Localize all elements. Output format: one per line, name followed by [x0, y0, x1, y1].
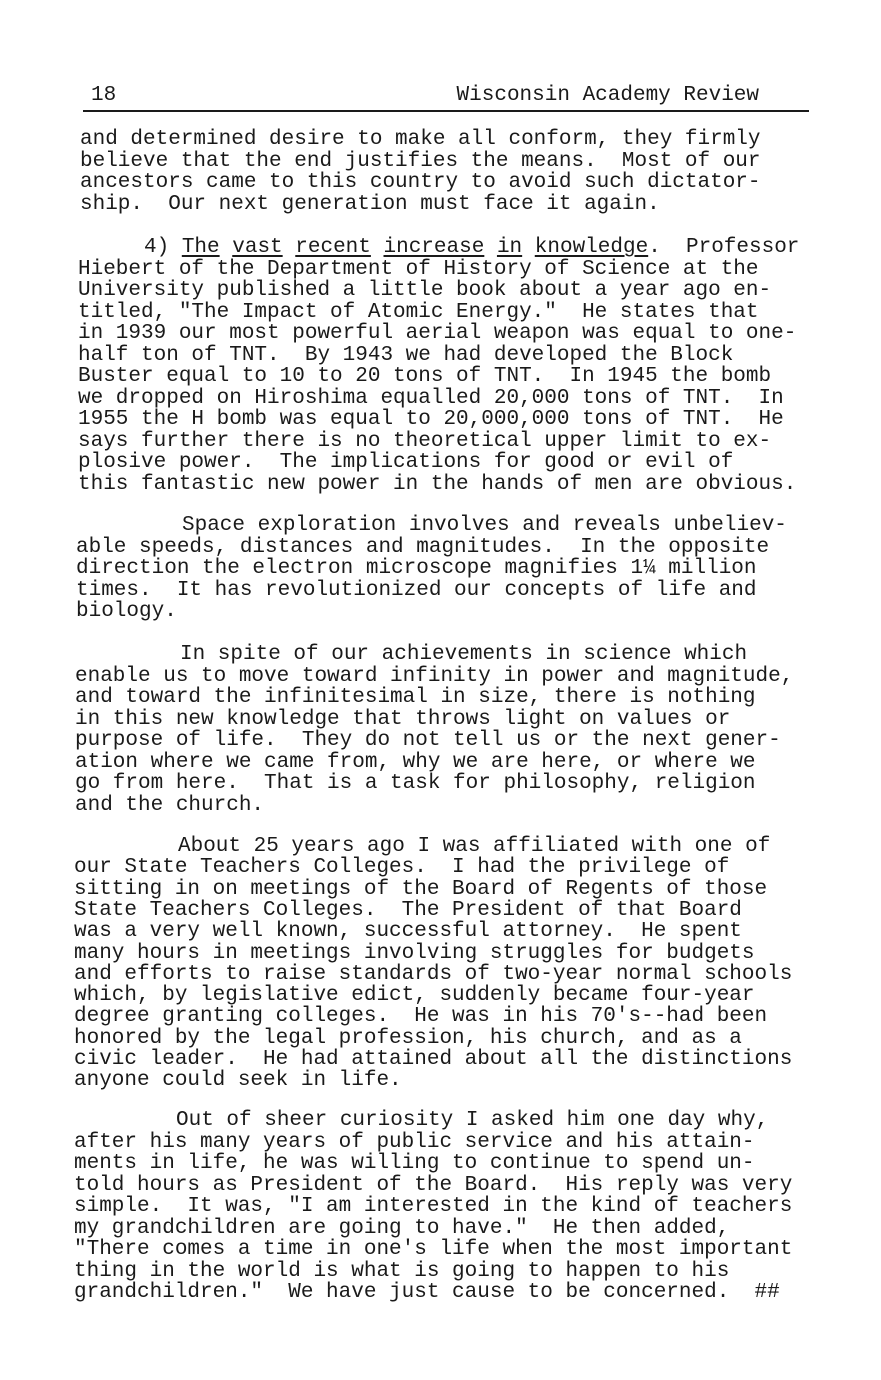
- text-line: ship. Our next generation must face it again.: [80, 192, 660, 216]
- text-line: University published a little book about a year ago en-: [78, 279, 772, 302]
- text-line: Buster equal to 10 to 20 tons of TNT. In 1945 the bomb: [78, 365, 772, 388]
- text-line: thing in the world is what is going to happen to his: [74, 1259, 730, 1283]
- text-line: able speeds, distances and magnitudes. In the opposite: [76, 535, 770, 559]
- text-line: Hiebert of the Department of History of Science at the: [78, 257, 759, 281]
- underlined-word: in: [496, 236, 523, 259]
- text-line: ments in life, he was willing to continue to spend un-: [74, 1152, 755, 1175]
- underlined-word: knowledge: [534, 236, 649, 259]
- text-line: in this new knowledge that throws light on values or: [75, 707, 731, 731]
- text-line: enable us to move toward infinity in power and magnitude,: [75, 664, 794, 688]
- text-line: biology.: [76, 600, 177, 623]
- text-line: this fantastic new power in the hands of men are obvious.: [78, 472, 797, 496]
- text-line: and the church.: [75, 793, 265, 817]
- text-line: grandchildren." We have just cause to be concerned. ##: [74, 1281, 780, 1304]
- running-header: [83, 84, 809, 112]
- text-line: "There comes a time in one's life when the most important: [74, 1238, 793, 1261]
- text-line: titled, "The Impact of Atomic Energy." He states that: [78, 300, 759, 324]
- text-line: after his many years of public service and his attain-: [74, 1130, 755, 1154]
- text-line: simple. It was, "I am interested in the kind of teachers: [74, 1195, 793, 1218]
- underlined-word: recent: [295, 236, 371, 259]
- text-line: sitting in on meetings of the Board of Regents of those: [74, 877, 768, 901]
- text-line: many hours in meetings involving struggles for budgets: [74, 941, 755, 965]
- text-line: State Teachers Colleges. The President of that Board: [74, 898, 742, 922]
- text-line: civic leader. He had attained about all the distinctions: [74, 1048, 793, 1071]
- underlined-word: The: [181, 236, 220, 259]
- text-line: which, by legislative edict, suddenly became four-year: [74, 984, 755, 1008]
- text-line: honored by the legal profession, his church, and as a: [74, 1026, 742, 1050]
- text-line: half ton of TNT. By 1943 we had developed the Block: [78, 343, 734, 367]
- text-line: in 1939 our most powerful aerial weapon was equal to one-: [78, 322, 797, 345]
- journal-title: Wisconsin Academy Review: [456, 84, 759, 107]
- text-line: we dropped on Hiroshima equalled 20,000 tons of TNT. In: [78, 386, 784, 410]
- text-line: and toward the infinitesimal in size, there is nothing: [75, 686, 756, 709]
- text-line: and efforts to raise standards of two-year normal schools: [74, 962, 793, 986]
- text-line: believe that the end justifies the means. Most of our: [80, 149, 761, 173]
- text-line: Out of sheer curiosity I asked him one day why,: [176, 1109, 769, 1132]
- text-line: go from here. That is a task for philosophy, religion: [75, 772, 756, 795]
- text-line: was a very well known, successful attorney. He spent: [74, 920, 742, 944]
- text-line: ancestors came to this country to avoid such dictator-: [80, 171, 761, 195]
- text-line: plosive power. The implications for good or evil of: [78, 451, 734, 474]
- text-line: anyone could seek in life.: [74, 1069, 402, 1093]
- text-line: ation where we came from, why we are here, or where we: [75, 750, 756, 774]
- text-line: 1955 the H bomb was equal to 20,000,000 tons of TNT. He: [78, 408, 784, 431]
- text-line: our State Teachers Colleges. I had the privilege of: [74, 856, 730, 880]
- text-line: About 25 years ago I was affiliated with one of: [178, 835, 771, 858]
- text-line: and determined desire to make all conform, they firmly: [80, 128, 761, 151]
- text-line: says further there is no theoretical upper limit to ex-: [78, 429, 772, 453]
- text-line: direction the electron microscope magnifies 1¼ million: [76, 557, 757, 580]
- text-line: times. It has revolutionized our concepts of life and: [76, 578, 757, 602]
- text-line: purpose of life. They do not tell us or the next gener-: [75, 729, 781, 752]
- page-number: 18: [91, 84, 117, 107]
- line-suffix: . Professor: [648, 236, 800, 259]
- underlined-word: increase: [383, 236, 485, 259]
- underlined-word: vast: [232, 236, 283, 259]
- text-line: told hours as President of the Board. His reply was very: [74, 1173, 793, 1197]
- text-line: [144, 237, 799, 258]
- list-marker: 4): [144, 236, 182, 259]
- text-line: Space exploration involves and reveals unbeliev-: [182, 514, 787, 537]
- text-line: In spite of our achievements in science which: [180, 643, 748, 666]
- text-line: my grandchildren are going to have." He then added,: [74, 1216, 730, 1240]
- text-line: degree granting colleges. He was in his 70's--had been: [74, 1005, 768, 1029]
